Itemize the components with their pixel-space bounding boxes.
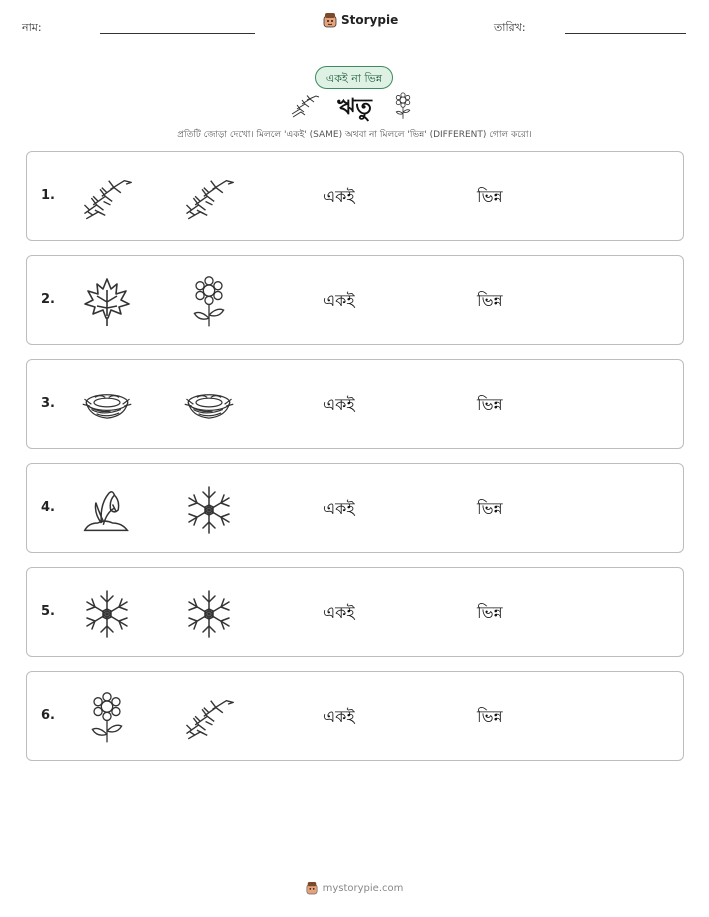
footer bbox=[0, 881, 709, 895]
question-row bbox=[26, 359, 684, 449]
brand-logo bbox=[323, 12, 398, 28]
question-number: 5. bbox=[41, 604, 55, 619]
snowflake-icon bbox=[183, 484, 235, 536]
question-row bbox=[26, 255, 684, 345]
option-same[interactable]: একই bbox=[323, 291, 355, 310]
option-same[interactable]: একই bbox=[323, 395, 355, 414]
question-row bbox=[26, 671, 684, 761]
footer-url: mystorypie.com bbox=[322, 882, 404, 894]
name-label: নাম: bbox=[22, 21, 42, 34]
worksheet-type-badge: একই না ভিন্ন bbox=[315, 66, 393, 89]
option-different[interactable]: ভিন্ন bbox=[477, 395, 503, 414]
question-number: 2. bbox=[41, 292, 55, 307]
nest-icon bbox=[81, 380, 133, 432]
option-different[interactable]: ভিন্ন bbox=[477, 707, 503, 726]
page-title: ঋতু bbox=[337, 95, 372, 120]
maple-leaf-icon bbox=[81, 276, 133, 328]
question-number: 3. bbox=[41, 396, 55, 411]
geese-icon bbox=[183, 692, 235, 744]
question-row bbox=[26, 463, 684, 553]
brand-name: Storypie bbox=[341, 13, 399, 27]
option-different[interactable]: ভিন্ন bbox=[477, 603, 503, 622]
question-row bbox=[26, 567, 684, 657]
nest-icon bbox=[183, 380, 235, 432]
snowdrop-icon bbox=[81, 484, 133, 536]
instruction-text: প্রতিটি জোড়া দেখো। মিললে 'একই' (SAME) অথবা না মিললে 'ভিন্ন' (DIFFERENT) গোল করো। bbox=[177, 130, 532, 140]
option-same[interactable]: একই bbox=[323, 499, 355, 518]
date-label: তারিখ: bbox=[494, 21, 526, 34]
geese-icon bbox=[81, 172, 133, 224]
option-same[interactable]: একই bbox=[323, 707, 355, 726]
question-number: 1. bbox=[41, 188, 55, 203]
option-same[interactable]: একই bbox=[323, 603, 355, 622]
sunflower-icon bbox=[81, 692, 133, 744]
option-same[interactable]: একই bbox=[323, 187, 355, 206]
snowflake-icon bbox=[81, 588, 133, 640]
storypie-mascot-icon bbox=[306, 881, 318, 895]
question-number: 6. bbox=[41, 708, 55, 723]
name-line[interactable] bbox=[100, 33, 255, 34]
option-different[interactable]: ভিন্ন bbox=[477, 291, 503, 310]
date-line[interactable] bbox=[565, 33, 686, 34]
question-row bbox=[26, 151, 684, 241]
storypie-mascot-icon bbox=[323, 12, 337, 28]
question-number: 4. bbox=[41, 500, 55, 515]
sunflower-icon bbox=[392, 90, 414, 122]
option-different[interactable]: ভিন্ন bbox=[477, 499, 503, 518]
snowflake-icon bbox=[183, 588, 235, 640]
sunflower-icon bbox=[183, 276, 235, 328]
option-different[interactable]: ভিন্ন bbox=[477, 187, 503, 206]
geese-icon bbox=[183, 172, 235, 224]
